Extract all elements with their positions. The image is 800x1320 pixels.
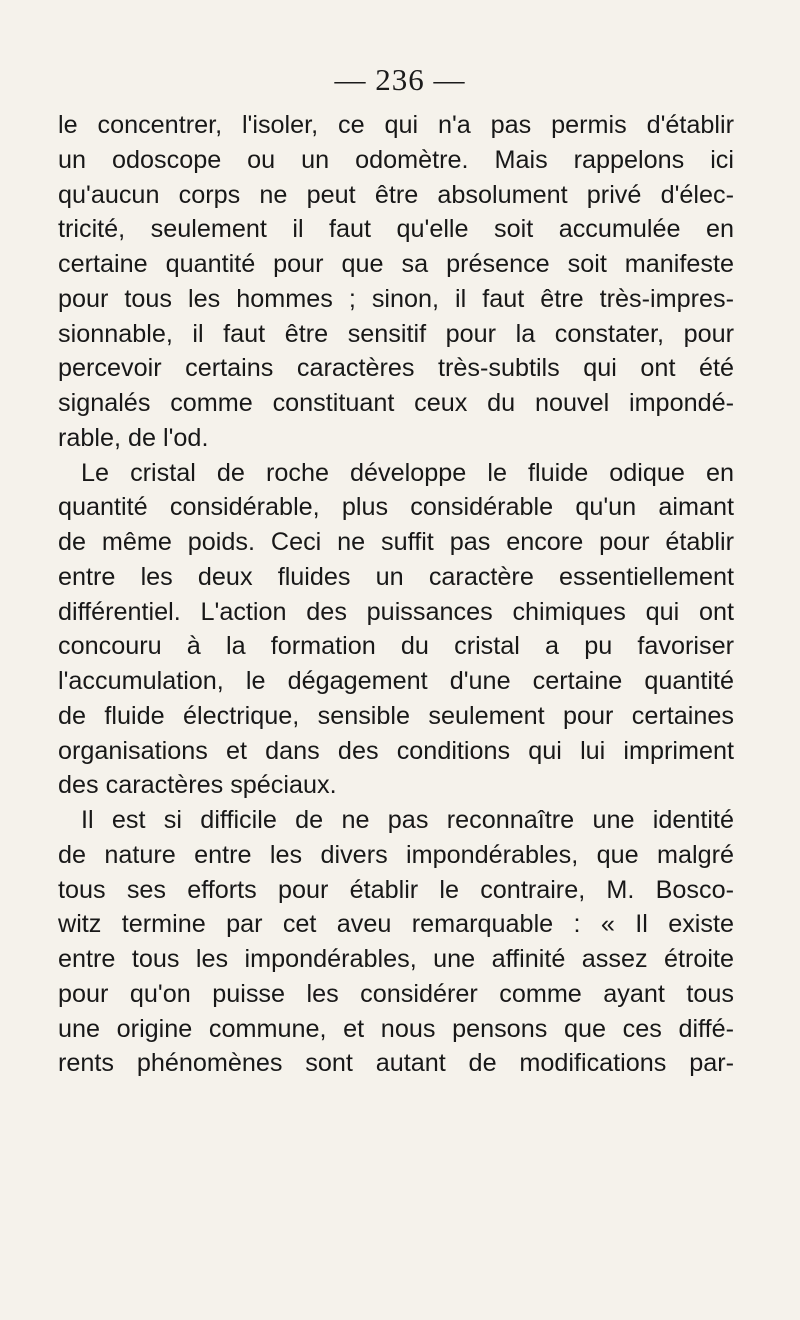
text-line: witz termine par cet aveu remarquable : « Il existe <box>58 910 734 939</box>
page-number: — 236 — <box>334 62 466 97</box>
text-line: des caractères spéciaux. <box>58 771 337 800</box>
text-line: entre tous les impondérables, une affinité assez étroite <box>58 945 734 973</box>
text-line: un odoscope ou un odomètre. Mais rappelons ici <box>58 145 734 174</box>
text-line: tous ses efforts pour établir le contraire, M. Bosco- <box>58 875 734 904</box>
paragraph-3 <box>58 803 734 1081</box>
text-line: entre les deux fluides un caractère essentiellement <box>58 562 734 591</box>
text-line: le concentrer, l'isoler, ce qui n'a pas permis d'établir <box>58 111 734 139</box>
text-line: Le cristal de roche développe le fluide odique en <box>81 458 734 487</box>
text-line: pour tous les hommes ; sinon, il faut être très-impres- <box>58 284 734 313</box>
text-line: de fluide électrique, sensible seulement pour certaines <box>58 701 734 730</box>
text-line: pour qu'on puisse les considérer comme ayant tous <box>58 979 734 1008</box>
body-text <box>58 108 734 1081</box>
paragraph-2 <box>58 456 734 804</box>
text-line: l'accumulation, le dégagement d'une certaine quantité <box>58 667 734 695</box>
paragraph-1 <box>58 108 734 456</box>
text-line: quantité considérable, plus considérable qu'un aimant <box>58 493 734 522</box>
text-line: certaine quantité pour que sa présence soit manifeste <box>58 250 734 278</box>
text-line: de même poids. Ceci ne suffit pas encore pour établir <box>58 528 734 556</box>
text-line: une origine commune, et nous pensons que ces diffé- <box>58 1014 734 1043</box>
text-line: tricité, seulement il faut qu'elle soit accumulée en <box>58 215 734 244</box>
text-line: percevoir certains caractères très-subtils qui ont été <box>58 354 734 383</box>
text-line: différentiel. L'action des puissances chimiques qui ont <box>58 597 734 626</box>
text-line: de nature entre les divers impondérables, que malgré <box>58 840 734 869</box>
text-line: Il est si difficile de ne pas reconnaître une identité <box>81 806 734 834</box>
text-line: concouru à la formation du cristal a pu favoriser <box>58 632 734 661</box>
text-line: signalés comme constituant ceux du nouvel impondé- <box>58 389 734 417</box>
text-line: rable, de l'od. <box>58 423 209 452</box>
text-line: rents phénomènes sont autant de modifications par- <box>58 1049 734 1078</box>
text-line: qu'aucun corps ne peut être absolument privé d'élec- <box>58 180 734 209</box>
text-line: sionnable, il faut être sensitif pour la constater, pour <box>58 319 734 348</box>
text-line: organisations et dans des conditions qui lui impriment <box>58 736 734 765</box>
